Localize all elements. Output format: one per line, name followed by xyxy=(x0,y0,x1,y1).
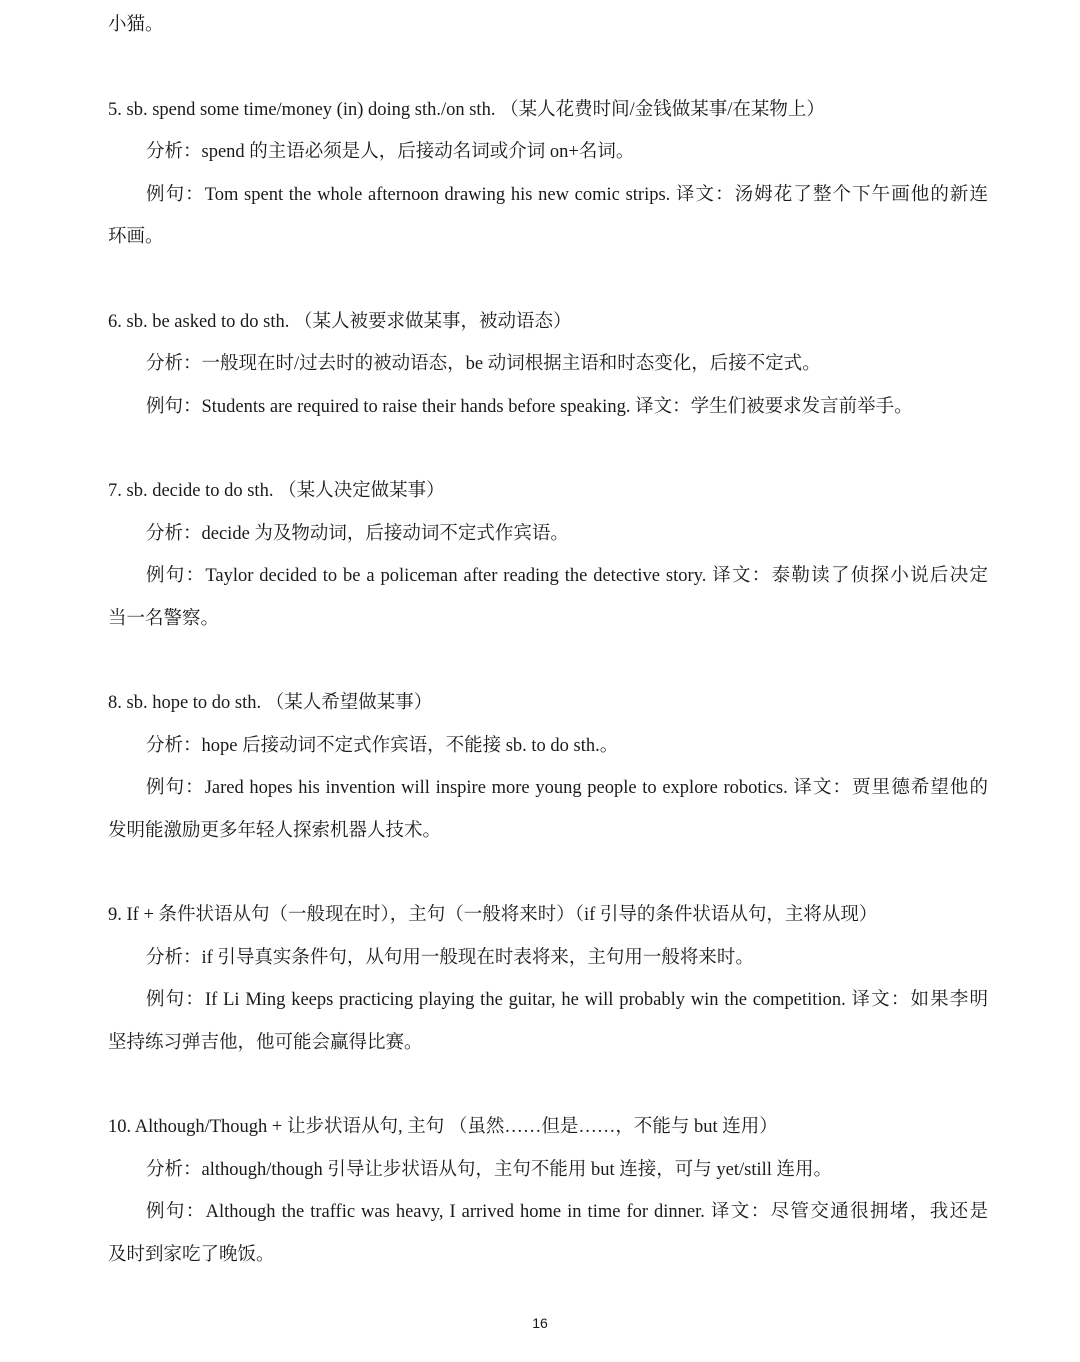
entry-example-continuation: 坚持练习弹吉他，他可能会赢得比赛。 xyxy=(108,1032,423,1053)
section-gap xyxy=(108,259,988,301)
entry-analysis: 分析：decide 为及物动词，后接动词不定式作宾语。 xyxy=(146,523,569,544)
entry-heading: 8. sb. hope to do sth. （某人希望做某事） xyxy=(108,693,433,713)
entry-example: 例句：If Li Ming keeps practicing playing the guitar, he will probably win the competition. 译文：如果李明 xyxy=(146,990,988,1010)
entry-example: 例句：Students are required to raise their hands before speaking. 译文：学生们被要求发言前举手。 xyxy=(146,396,913,417)
section-gap xyxy=(108,428,988,470)
entry-analysis: 分析：although/though 引导让步状语从句，主句不能用 but 连接，可与 yet/still 连用。 xyxy=(146,1159,833,1180)
entry-example-continuation: 当一名警察。 xyxy=(108,608,220,629)
entry-example: 例句：Tom spent the whole afternoon drawing his new comic strips. 译文：汤姆花了整个下午画他的新连 xyxy=(146,184,988,205)
section-gap xyxy=(108,852,988,894)
section-gap xyxy=(108,47,988,89)
entry-example-continuation: 环画。 xyxy=(108,227,164,247)
entry-example: 例句：Taylor decided to be a policeman after reading the detective story. 译文：泰勒读了侦探小说后决定 xyxy=(146,566,988,586)
entry-example: 例句：Although the traffic was heavy, I arrived home in time for dinner. 译文：尽管交通很拥堵，我还是 xyxy=(146,1202,988,1222)
section-gap xyxy=(108,1064,988,1106)
section-gap xyxy=(108,640,988,682)
entry-example-continuation: 发明能激励更多年轻人探索机器人技术。 xyxy=(108,820,442,841)
entry-heading: 10. Although/Though + 让步状语从句, 主句 （虽然……但是……，不能与 but 连用） xyxy=(108,1117,778,1137)
entry-heading: 7. sb. decide to do sth. （某人决定做某事） xyxy=(108,481,445,501)
page-number: 16 xyxy=(532,1315,548,1331)
entry-analysis: 分析：spend 的主语必须是人，后接动名词或介词 on+名词。 xyxy=(146,142,635,162)
entry-heading: 9. If + 条件状语从句（一般现在时），主句（一般将来时）（if 引导的条件状语从句，主将从现） xyxy=(108,905,878,925)
entry-analysis: 分析：if 引导真实条件句，从句用一般现在时表将来，主句用一般将来时。 xyxy=(146,947,754,968)
entry-example: 例句：Jared hopes his invention will inspire more young people to explore robotics. 译文：贾里德希望他的 xyxy=(146,778,988,798)
entry-heading: 6. sb. be asked to do sth. （某人被要求做某事，被动语态） xyxy=(108,311,572,332)
carryover-text: 小猫。 xyxy=(108,15,164,35)
entry-example-continuation: 及时到家吃了晚饭。 xyxy=(108,1244,275,1265)
entry-analysis: 分析：一般现在时/过去时的被动语态，be 动词根据主语和时态变化，后接不定式。 xyxy=(146,354,821,374)
entry-analysis: 分析：hope 后接动词不定式作宾语，不能接 sb. to do sth.。 xyxy=(146,735,619,756)
entry-heading: 5. sb. spend some time/money (in) doing sth./on sth. （某人花费时间/金钱做某事/在某物上） xyxy=(108,99,825,120)
page-content xyxy=(108,4,988,1276)
